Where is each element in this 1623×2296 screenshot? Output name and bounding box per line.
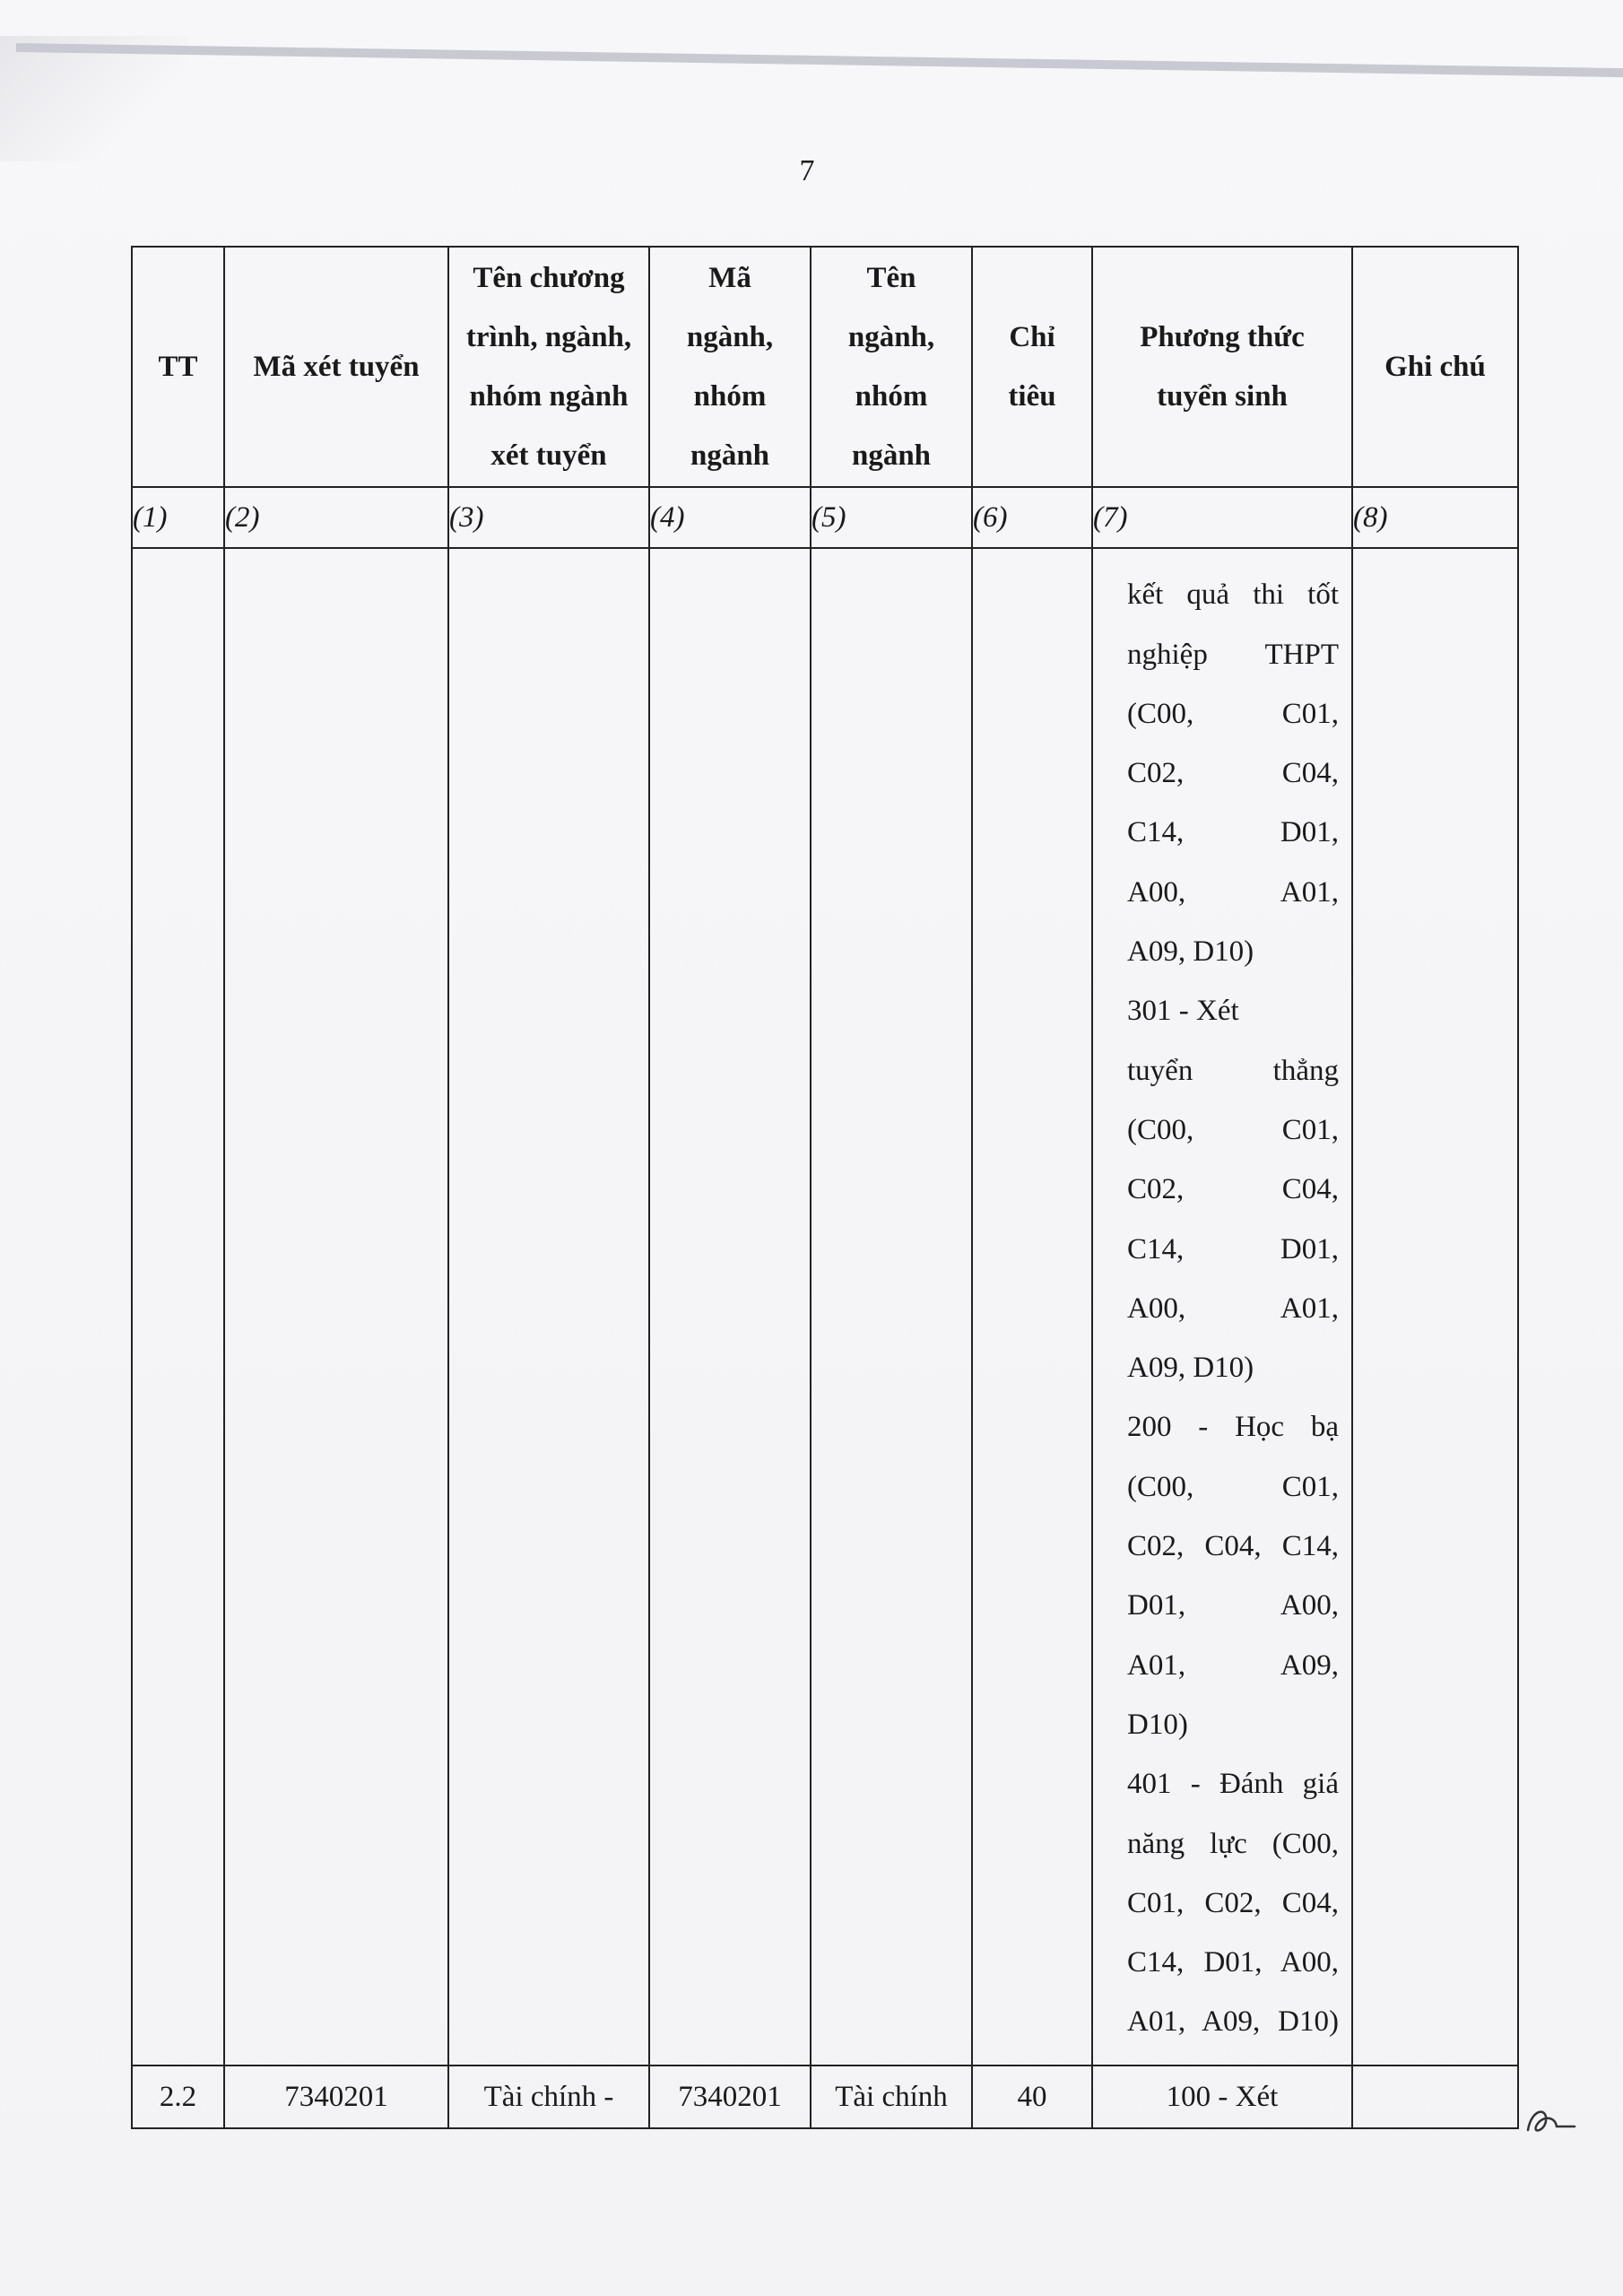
page-number: 7: [799, 154, 815, 187]
header-ma-nganh: [649, 247, 811, 487]
method-line: A01, A09,: [1127, 1648, 1339, 1682]
method-line: 401 - Đánh giá: [1127, 1768, 1339, 1801]
method-line: C02, C04,: [1127, 1173, 1339, 1206]
method-line: C01, C02, C04,: [1127, 1886, 1339, 1919]
cell-ma-xet-tuyen: 7340201: [224, 2066, 448, 2128]
header-tt: TT: [132, 247, 224, 487]
header-ma-xet-tuyen: Mã xét tuyển: [224, 247, 448, 487]
cell-ten-nganh: [811, 548, 972, 2066]
scan-page-edge: [16, 43, 1623, 89]
cell-chi-tieu: [972, 548, 1092, 2066]
method-line: 301 - Xét: [1127, 995, 1239, 1028]
method-line: năng lực (C00,: [1127, 1827, 1339, 1860]
header-line: Mã: [708, 262, 751, 294]
header-line: Phương thức: [1140, 321, 1305, 353]
column-number: (1): [132, 487, 224, 548]
method-line: A09, D10): [1127, 935, 1254, 969]
cell-tt: [132, 548, 224, 2066]
method-line: D10): [1127, 1708, 1188, 1741]
cell-ghi-chu: [1352, 548, 1518, 2066]
method-line: C02, C04,: [1127, 757, 1339, 790]
cell-ten-nganh: Tài chính: [811, 2066, 972, 2128]
method-line: (C00, C01,: [1127, 1113, 1339, 1146]
column-number: (7): [1092, 487, 1352, 548]
cell-ma-nganh: 7340201: [649, 2066, 811, 2128]
cell-ma-nganh: [649, 548, 811, 2066]
header-line: nhóm ngành: [469, 380, 629, 413]
column-number: (8): [1352, 487, 1518, 548]
method-line: C02, C04, C14,: [1127, 1530, 1339, 1563]
header-line: Tên chương: [473, 262, 625, 294]
method-line: C14, D01, A00,: [1127, 1946, 1339, 1979]
initials-signature: [1524, 2103, 1578, 2139]
column-number-row: [132, 487, 1518, 548]
header-phuong-thuc: [1092, 247, 1352, 487]
header-line: nhóm: [693, 380, 767, 413]
table-header-row: [132, 247, 1518, 487]
method-line: tuyển thẳng: [1127, 1054, 1339, 1087]
method-line: C14, D01,: [1127, 1232, 1339, 1265]
cell-ten-chuong-trinh: [448, 548, 649, 2066]
column-number: (3): [448, 487, 649, 548]
method-line: D01, A00,: [1127, 1589, 1339, 1622]
method-line: A00, A01,: [1127, 875, 1339, 909]
column-number: (6): [972, 487, 1092, 548]
table-row-continued: [132, 548, 1518, 2066]
header-ghi-chu: Ghi chú: [1352, 247, 1518, 487]
method-line: 200 - Học bạ: [1127, 1411, 1339, 1444]
admission-table: [131, 246, 1519, 2129]
method-line: kết quả thi tốt: [1127, 578, 1339, 612]
header-line: xét tuyển: [490, 439, 607, 472]
cell-ghi-chu: [1352, 2066, 1518, 2128]
cell-tt: 2.2: [132, 2066, 224, 2128]
header-line: ngành: [851, 439, 932, 472]
cell-phuong-thuc: [1092, 548, 1352, 2066]
header-line: ngành: [690, 439, 770, 472]
method-line: (C00, C01,: [1127, 697, 1339, 730]
cell-ma-xet-tuyen: [224, 548, 448, 2066]
header-ten-nganh: [811, 247, 972, 487]
header-line: Tên: [866, 262, 916, 294]
header-ten-chuong-trinh: [448, 247, 649, 487]
header-line: trình, ngành,: [465, 321, 632, 353]
column-number: (2): [224, 487, 448, 548]
cell-phuong-thuc: 100 - Xét: [1092, 2066, 1352, 2128]
header-line: ngành,: [686, 321, 774, 353]
method-line: C14, D01,: [1127, 816, 1339, 849]
cell-ten-chuong-trinh: Tài chính -: [448, 2066, 649, 2128]
column-number: (5): [811, 487, 972, 548]
method-line: (C00, C01,: [1127, 1470, 1339, 1503]
scan-corner-shadow: [0, 36, 188, 161]
header-line: tiêu: [1008, 380, 1056, 413]
table-row-2-2: [132, 2066, 1518, 2128]
method-line: A01, A09, D10): [1127, 2005, 1339, 2039]
header-line: ngành,: [847, 321, 935, 353]
method-line: nghiệp THPT: [1127, 638, 1339, 671]
column-number: (4): [649, 487, 811, 548]
header-line: nhóm: [855, 380, 928, 413]
cell-chi-tieu: 40: [972, 2066, 1092, 2128]
method-line: A09, D10): [1127, 1352, 1254, 1385]
method-line: A00, A01,: [1127, 1292, 1339, 1325]
header-chi-tieu: [972, 247, 1092, 487]
header-line: tuyển sinh: [1157, 380, 1288, 413]
header-line: Chỉ: [1009, 321, 1055, 353]
